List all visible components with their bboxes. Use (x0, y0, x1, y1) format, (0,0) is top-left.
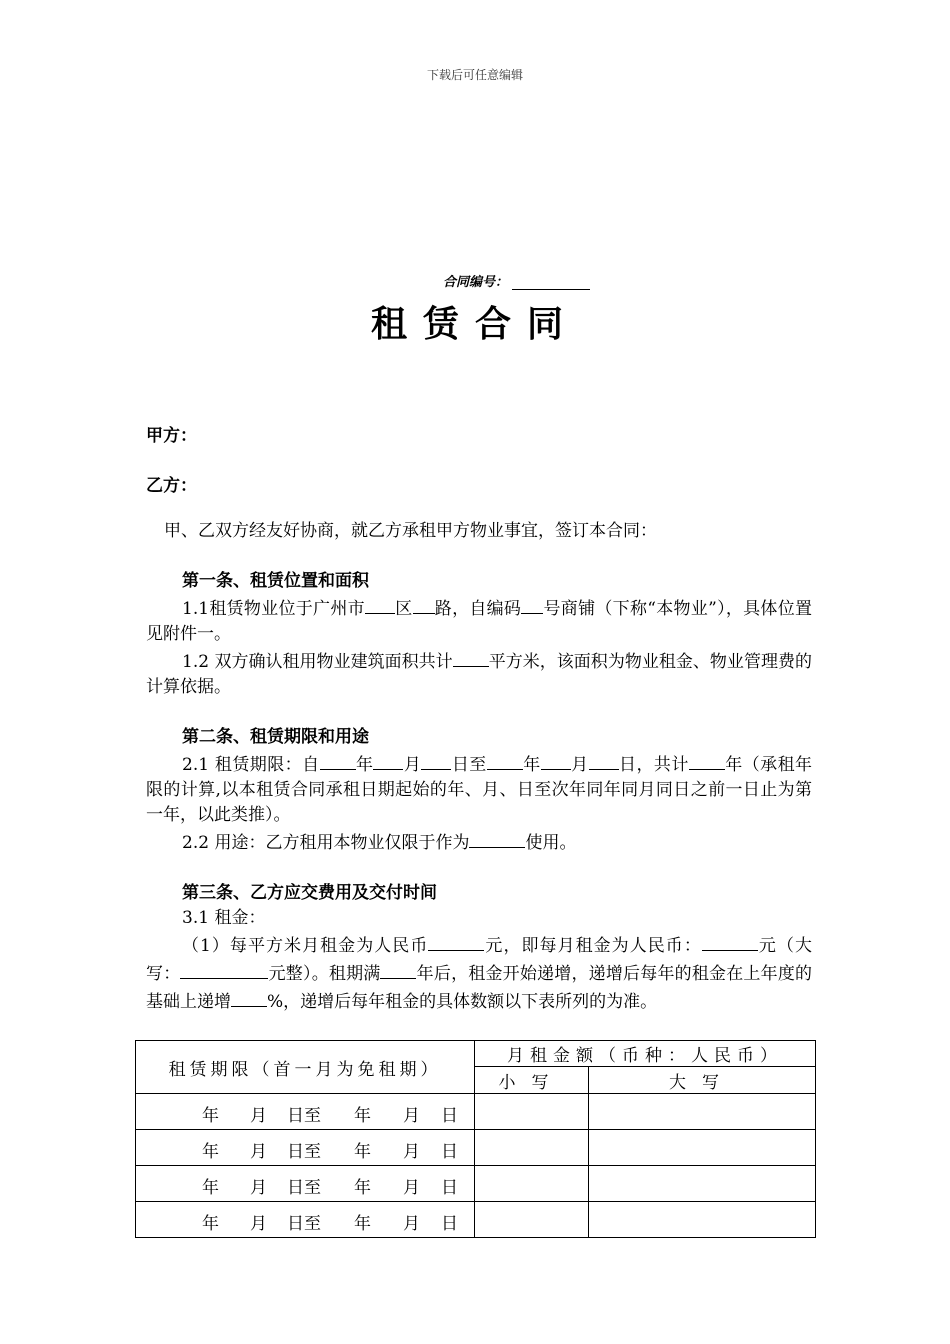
article2-clause-1: 2.1 租赁期限：自 年 月 日至 年 月 日，共计 年（承租年限的计算,以本租赁合同承租日期起始的年、月、日至次年同年同月同日之前一日止为第一年，以此类推）。 (146, 750, 812, 828)
period-cell: 年 月 日至 年 月 日 (136, 1202, 475, 1238)
small-amount-header: 小写 (475, 1067, 589, 1094)
small-amount-cell (475, 1202, 589, 1238)
big-amount-header: 大写 (589, 1067, 816, 1094)
article1-clause-1: 1.1租赁物业位于广州市 区 路，自编码 号商铺（下称“本物业”），具体位置见附件一。 (146, 594, 812, 647)
small-amount-cell (475, 1130, 589, 1166)
rent-schedule-table (135, 1040, 816, 1238)
article3-heading: 第三条、乙方应交费用及交付时间 (182, 883, 437, 903)
big-amount-cell (589, 1166, 816, 1202)
period-cell: 年 月 日至 年 月 日 (136, 1166, 475, 1202)
article1-heading: 第一条、租赁位置和面积 (182, 571, 369, 591)
article3-clause-1: 3.1 租金： (182, 908, 266, 928)
table-row (136, 1166, 816, 1202)
small-amount-cell (475, 1166, 589, 1202)
period-cell: 年 月 日至 年 月 日 (136, 1094, 475, 1130)
header-note: 下载后可任意编辑 (426, 68, 523, 82)
article1-clause-2: 1.2 双方确认租用物业建筑面积共计 平方米，该面积为物业租金、物业管理费的计算依据。 (146, 647, 812, 700)
article2-heading: 第二条、租赁期限和用途 (182, 727, 369, 747)
contract-body (146, 519, 812, 1015)
document-title: 租赁合同 (370, 304, 579, 345)
period-header: 租赁期限（首一月为免租期） (136, 1041, 475, 1094)
big-amount-cell (589, 1202, 816, 1238)
table-row (136, 1130, 816, 1166)
party-b-label: 乙方： (146, 476, 197, 496)
party-a-label: 甲方： (146, 426, 197, 446)
contract-number-blank (512, 275, 590, 290)
contract-number-label: 合同编号： (443, 275, 509, 290)
table-row (136, 1094, 816, 1130)
article2-clause-2: 2.2 用途：乙方租用本物业仅限于作为 使用。 (146, 828, 812, 856)
period-cell: 年 月 日至 年 月 日 (136, 1130, 475, 1166)
amount-header: 月租金额（币种：人民币） (475, 1041, 816, 1067)
small-amount-cell (475, 1094, 589, 1130)
big-amount-cell (589, 1094, 816, 1130)
intro-paragraph: 甲、乙双方经友好协商，就乙方承租甲方物业事宜，签订本合同： (164, 521, 657, 541)
big-amount-cell (589, 1130, 816, 1166)
contract-number (443, 271, 590, 290)
article3-clause-1-item-1: （1）每平方米月租金为人民币 元，即每月租金为人民币： 元（大写： 元整）。租期满 年后，租金开始递增，递增后每年的租金在上年度的基础上递增 %，递增后每年租金的具体数额以下表所列的为准。 (146, 931, 812, 1015)
table-row (136, 1202, 816, 1238)
